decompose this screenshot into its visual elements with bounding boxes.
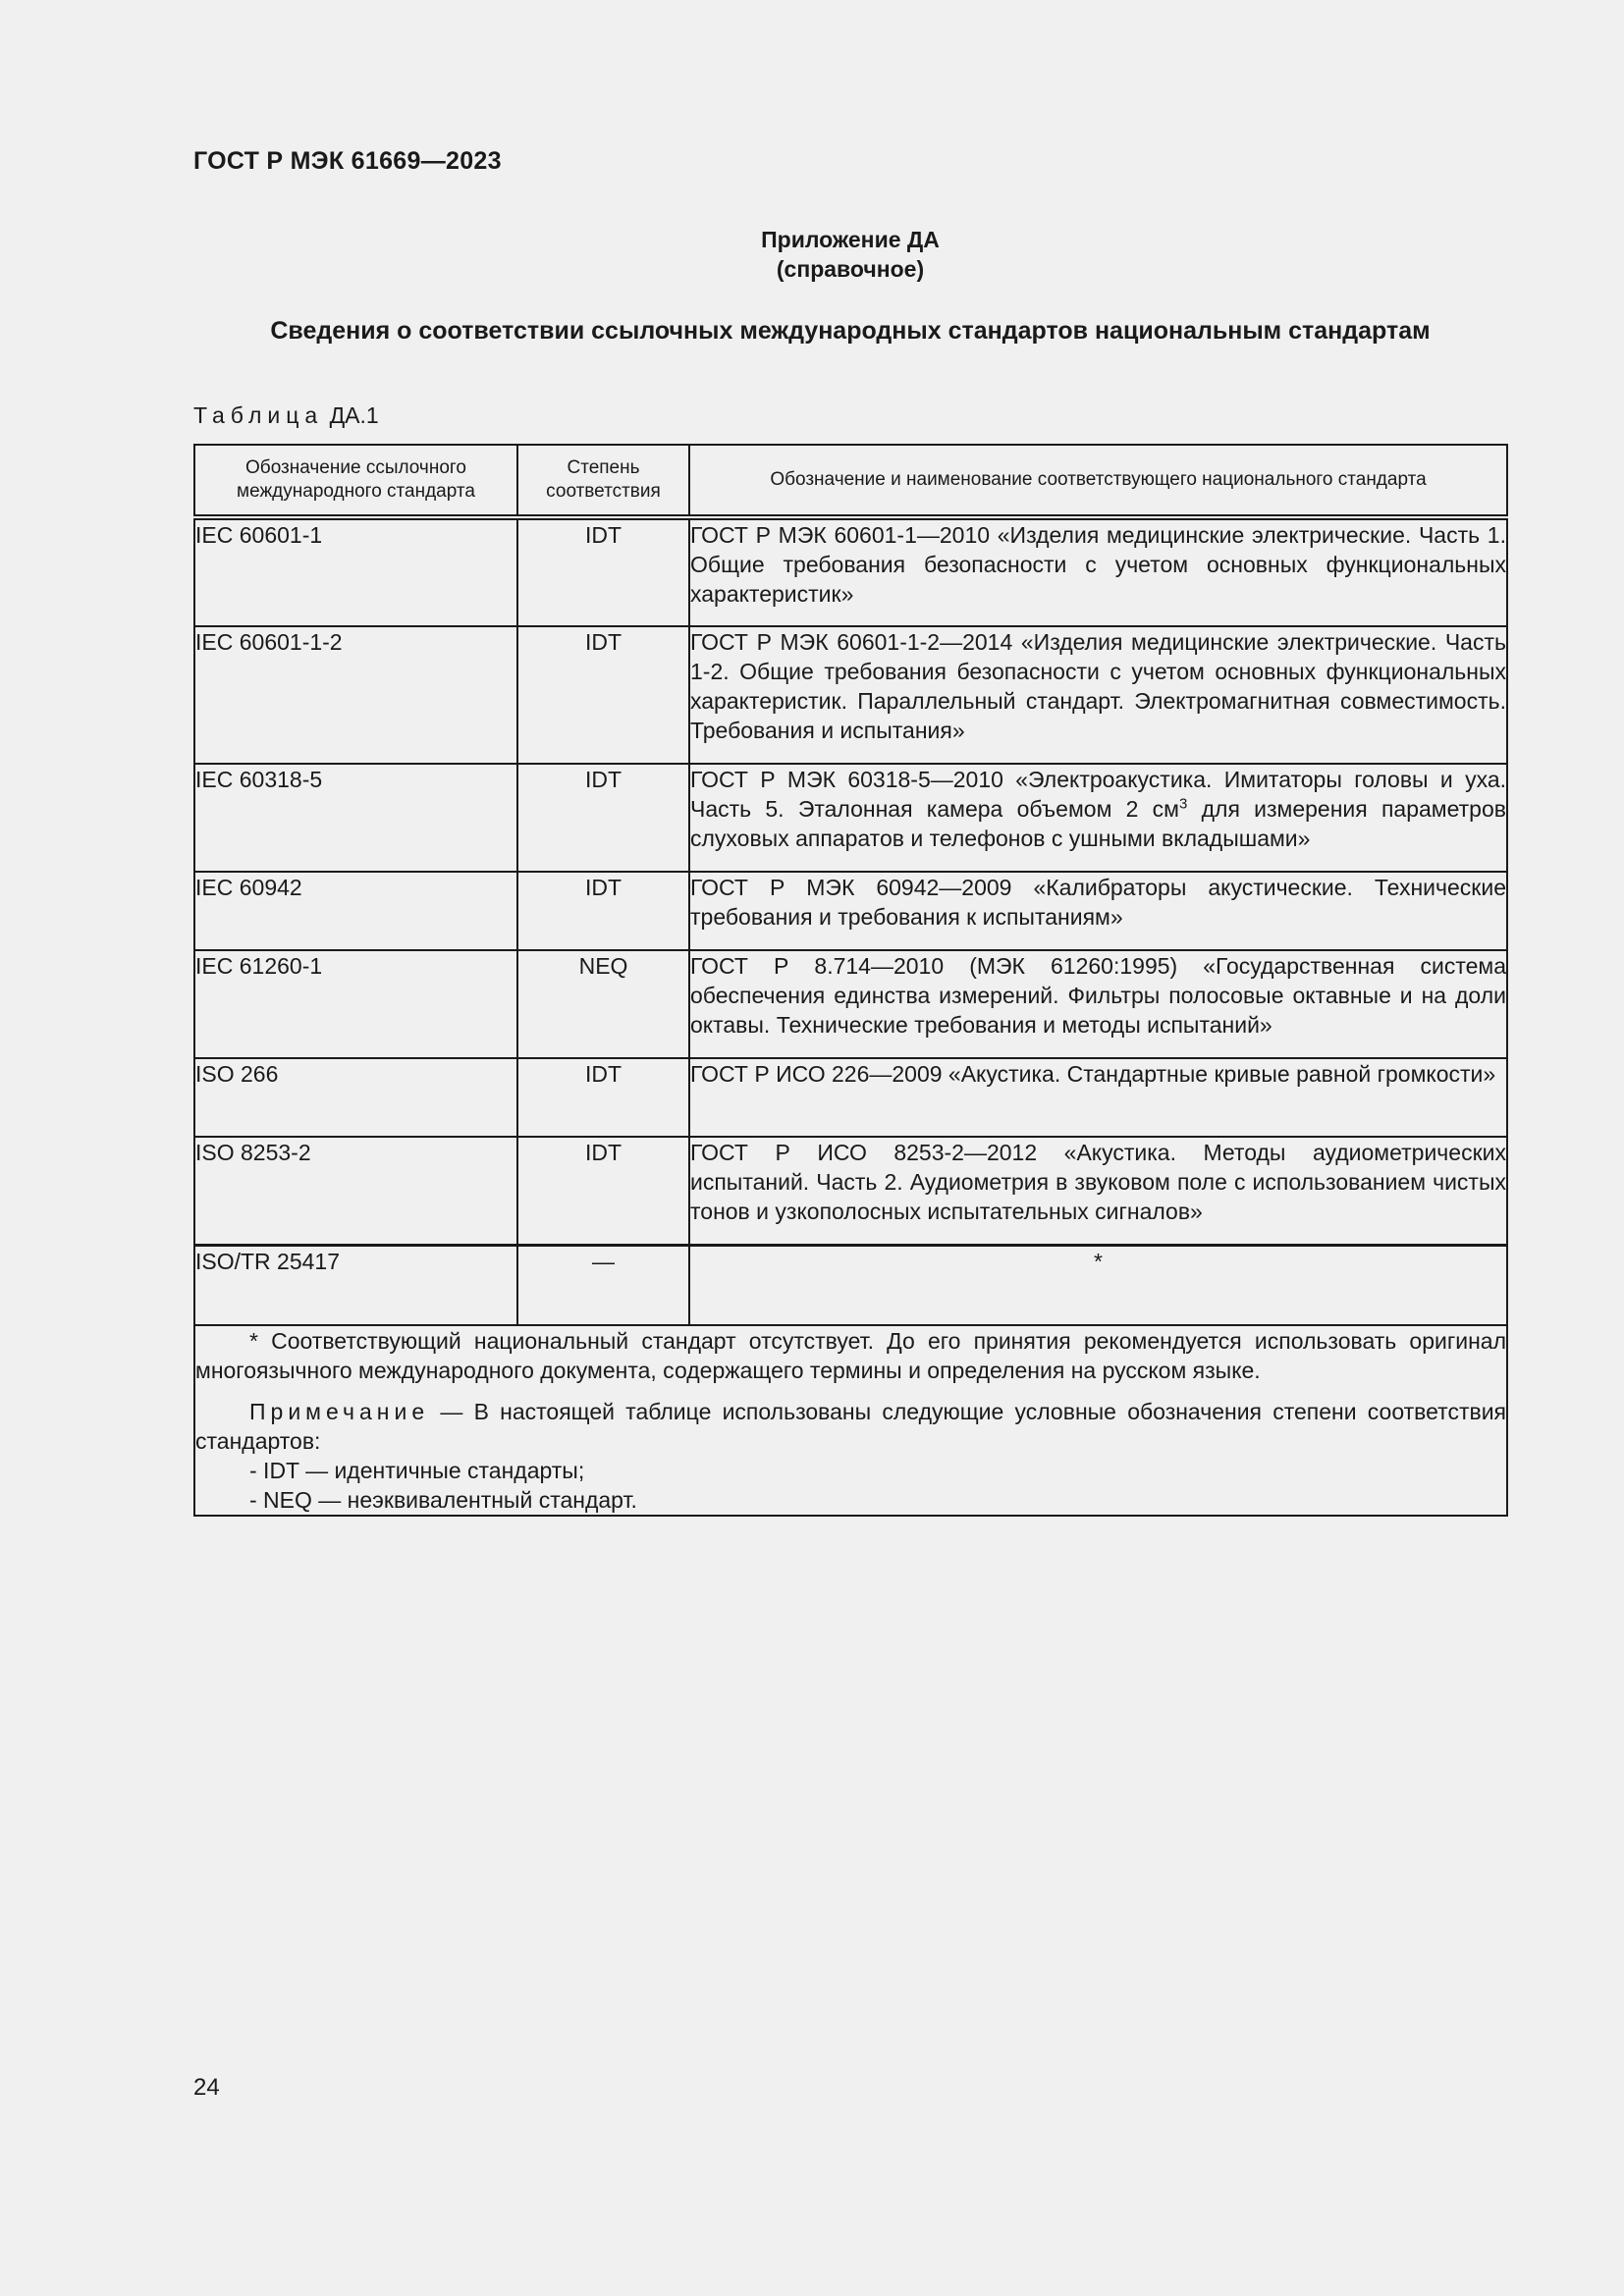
- name-text-part: ГОСТ Р МЭК 60318-5—2010 «Электроакустика. Имитаторы головы и уха. Часть 5. Эталонная камера объемом 2 см: [690, 767, 1506, 822]
- table-row: [194, 626, 1507, 764]
- table-row: [194, 1058, 1507, 1137]
- note-list-item: - NEQ — неэквивалентный стандарт.: [249, 1486, 637, 1513]
- cell-degree: IDT: [517, 1058, 689, 1137]
- document-title: ГОСТ Р МЭК 61669—2023: [193, 147, 502, 175]
- table-row: [194, 517, 1507, 626]
- cell-degree: IDT: [517, 517, 689, 626]
- section-heading: Сведения о соответствии ссылочных международных стандартов национальным стандартам: [270, 317, 1431, 345]
- note-list-item: - IDT — идентичные стандарты;: [249, 1457, 585, 1483]
- cell-degree: IDT: [517, 626, 689, 764]
- header-international-standard: Обозначение ссылочного международного стандарта: [194, 445, 517, 517]
- cell-code: IEC 60601-1-2: [194, 626, 517, 764]
- appendix-title: Приложение ДА: [761, 227, 940, 252]
- table-caption-number: ДА.1: [329, 402, 379, 428]
- cell-code: IEC 60942: [194, 872, 517, 950]
- cell-code: ISO/TR 25417: [194, 1245, 517, 1325]
- table-notes: [194, 1325, 1507, 1516]
- standards-table: [193, 444, 1508, 1517]
- cell-degree: IDT: [517, 1137, 689, 1245]
- table-row: [194, 764, 1507, 872]
- cell-degree: —: [517, 1245, 689, 1325]
- cell-code: ISO 8253-2: [194, 1137, 517, 1245]
- cell-national-name: ГОСТ Р МЭК 60942—2009 «Калибраторы акустические. Технические требования и требования к испытаниям»: [689, 872, 1507, 950]
- header-national-standard: Обозначение и наименование соответствующего национального стандарта: [689, 445, 1507, 517]
- name-text-part: для измерения параметров слуховых аппаратов и телефонов с ушными вкладышами»: [690, 796, 1506, 851]
- table-caption: [193, 402, 379, 429]
- cell-national-name: ГОСТ Р ИСО 226—2009 «Акустика. Стандартные кривые равной громкости»: [689, 1058, 1507, 1137]
- cell-code: ISO 266: [194, 1058, 517, 1137]
- table-notes-row: [194, 1325, 1507, 1516]
- note-label: Примечание: [249, 1398, 430, 1424]
- cell-national-name: [689, 764, 1507, 872]
- appendix-subtitle: (справочное): [776, 256, 925, 282]
- table-row: [194, 950, 1507, 1058]
- cell-degree: IDT: [517, 764, 689, 872]
- cell-degree: NEQ: [517, 950, 689, 1058]
- cell-national-name: ГОСТ Р 8.714—2010 (МЭК 61260:1995) «Государственная система обеспечения единства измерений. Фильтры полосовые октавные и на доли октавы. Технические требования и методы испытаний»: [689, 950, 1507, 1058]
- superscript-three: 3: [1179, 795, 1188, 813]
- cell-code: IEC 60318-5: [194, 764, 517, 872]
- table-row: [194, 1137, 1507, 1245]
- table-footnote: * Соответствующий национальный стандарт отсутствует. До его принятия рекомендуется использовать оригинал многоязычного международного документа, содержащего термины и определения на русском языке.: [195, 1327, 1506, 1383]
- cell-degree: IDT: [517, 872, 689, 950]
- appendix-heading: [193, 225, 1507, 284]
- cell-national-name: ГОСТ Р МЭК 60601-1-2—2014 «Изделия медицинские электрические. Часть 1-2. Общие требования безопасности с учетом основных функциональных характеристик. Параллельный стандарт. Электромагнитная совместимость. Требования и испытания»: [689, 626, 1507, 764]
- cell-national-name: ГОСТ Р ИСО 8253-2—2012 «Акустика. Методы аудиометрических испытаний. Часть 2. Аудиометрия в звуковом поле с использованием чистых тонов и узкополосных испытательных сигналов»: [689, 1137, 1507, 1245]
- cell-national-name: *: [689, 1245, 1507, 1325]
- table-row: [194, 872, 1507, 950]
- table-note: [195, 1397, 1506, 1456]
- table-caption-label: Таблица: [193, 402, 324, 428]
- cell-national-name: ГОСТ Р МЭК 60601-1—2010 «Изделия медицинские электрические. Часть 1. Общие требования безопасности с учетом основных функциональных характеристик»: [689, 517, 1507, 626]
- header-degree: Степень соответствия: [517, 445, 689, 517]
- page-number: 24: [193, 2074, 220, 2101]
- table-header-row: [194, 445, 1507, 517]
- cell-code: IEC 60601-1: [194, 517, 517, 626]
- cell-code: IEC 61260-1: [194, 950, 517, 1058]
- table-row: [194, 1245, 1507, 1325]
- note-text: — В настоящей таблице использованы следующие условные обозначения степени соответствия стандартов:: [195, 1398, 1506, 1454]
